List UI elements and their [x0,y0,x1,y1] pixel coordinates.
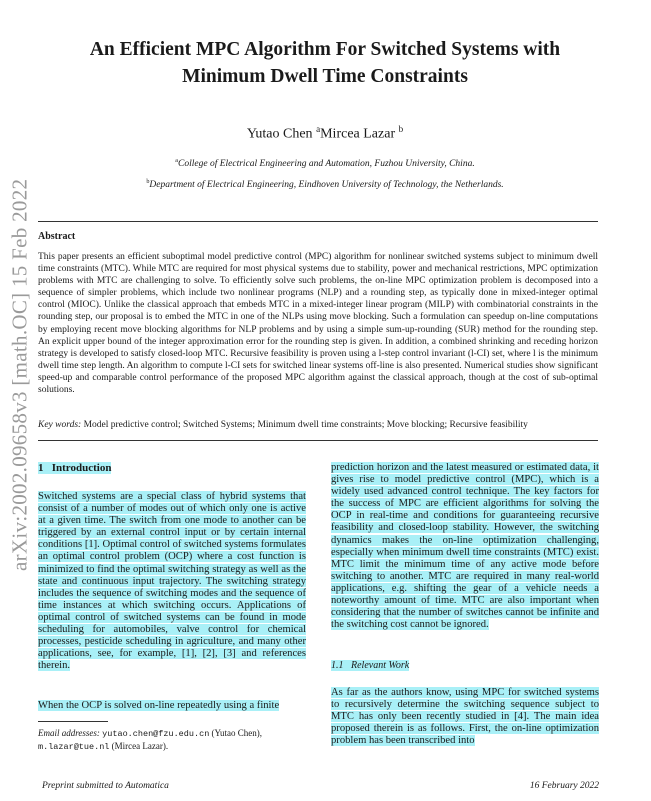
author-name: Yutao Chen [246,126,313,142]
subsection-heading [331,660,409,671]
divider-bottom [38,440,598,441]
highlighted-text: When the OCP is solved on-line repeatedly using a finite [38,700,280,711]
footnote-label: Email addresses: [38,728,100,738]
author-affil-mark: b [398,124,404,134]
subsection-title: Relevant Work [351,660,410,671]
section-heading [38,462,111,474]
section-number: 1 [38,462,44,474]
footnote-rule [38,721,108,722]
email-link[interactable]: yutao.chen@fzu.edu.cn [102,729,210,739]
affil-text: Department of Electrical Engineering, Eindhoven University of Technology, the Netherlands. [149,180,504,191]
keywords-label: Key words: [38,420,82,430]
paper-title [40,36,610,90]
author-affil-mark: a [316,124,321,134]
author-list [40,124,610,143]
affiliation-a [40,158,610,169]
affil-mark: a [175,158,179,164]
keywords [38,420,598,430]
intro-paragraph-2 [38,700,306,712]
abstract-heading: Abstract [38,231,76,242]
highlighted-text: prediction horizon and the latest measured or estimated data, it gives rise to model predictive control (MPC), which is a widely used advanced control technique. The key factors for the success of MPC are efficient algorithms for solving the OCP in real-time and conditions for guaranteeing recursive feasibility and closed-loop stability. However, the switching dynamics makes the on-line optimization challenging, especially when minimum dwell time constraints (MTC) exist. MTC limit the minimum time of any active mode before switching to another. MTC are required in many real-world applications, e.g. shifting the gear of a vehicle needs a noteworthy amount of time. MTC are also important when considering that the number of switches cannot be infinite and the switching cost cannot be ignored. [331,462,599,631]
subsection-number: 1.1 [331,660,344,671]
relevant-work-paragraph [331,687,599,747]
email-link[interactable]: m.lazar@tue.nl [38,742,110,752]
author-name: Mircea Lazar [320,126,396,142]
title-line-1: An Efficient MPC Algorithm For Switched Systems with [89,39,561,60]
affil-mark: b [146,179,150,185]
intro-paragraph-3 [331,462,599,631]
keywords-text: Model predictive control; Switched Systems; Minimum dwell time constraints; Move blocking; Recursive feasibility [83,420,528,430]
footer-date: 16 February 2022 [529,781,599,791]
abstract-text: This paper presents an efficient suboptimal model predictive control (MPC) algorithm for nonlinear switched systems subject to minimum dwell time constraints (MTC). While MTC are required for most physical systems due to stability, power and mechanical restrictions, MPC optimization problems with MTC are challenging to solve. To efficiently solve such problems, the on-line MPC optimization problem is decomposed into a sequence of simpler problems, which include two nonlinear programs (NLP) and a rounding step, as typically done in mixed-integer optimal control (MIOC). Unlike the classical approach that embeds MTC in a mixed-integer linear program (MILP) with combinatorial constraints in the rounding step, our proposal is to embed the MTC in one of the NLPs using move blocking. Such a formulation can speedup on-line computations by employing recent move blocking algorithms for NLP problems and by using a simple sum-up-rounding (SUR) method for the rounding step. An explicit upper bound of the integer approximation error for the rounding step is given. In addition, a combined shrinking and receding horizon strategy is developed to satisfy closed-loop MTC. Recursive feasibility is proven using a l-step control invariant (l-CI) set, where l is the minimum dwell time step length. An algorithm to compute l-CI sets for switched linear systems off-line is also presented. Numerical studies show significant speed-up and comparable control performance of the proposed MPC algorithm against the classical approach, though at the cost of sub-optimal solutions. [38,252,598,396]
arxiv-identifier: arXiv:2002.09658v3 [math.OC] 15 Feb 2022 [7,178,32,572]
section-title: Introduction [51,462,112,474]
title-line-2: Minimum Dwell Time Constraints [182,66,468,87]
footnote-name: (Yutao Chen), [211,728,263,738]
highlighted-text: As far as the authors know, using MPC for switched systems to recursively determine the switching sequence subject to MTC has only been recently studied in [4]. The main idea proposed therein is as follows. First, the on-line optimization problem has been transcribed into [331,687,599,747]
footnote-emails [38,727,306,753]
divider-top [38,221,598,222]
intro-paragraph-1 [38,491,306,672]
footer-preprint-note: Preprint submitted to Automatica [42,781,169,791]
highlighted-text: Switched systems are a special class of hybrid systems that consist of a number of modes out of which only one is active at a given time. The switch from one mode to another can be triggered by an external control input or by certain internal conditions [1]. Optimal control of switched systems formulates an optimal control problem (OCP) where a cost function is minimized to find the optimal switching strategy as well as the state and continuous input trajectory. The switching strategy includes the sequence of switching modes and the sequence of time instances at which switching occurs. Applications of optimal control of switched systems can be found in mode scheduling for automobiles, valve control for chemical processes, pesticide scheduling in agriculture, and many other applications, see, for example, [1], [2], [3] and references therein. [38,491,306,672]
footnote-name: (Mircea Lazar). [111,741,169,751]
affil-text: College of Electrical Engineering and Automation, Fuzhou University, China. [178,159,475,170]
affiliation-b [40,179,610,190]
